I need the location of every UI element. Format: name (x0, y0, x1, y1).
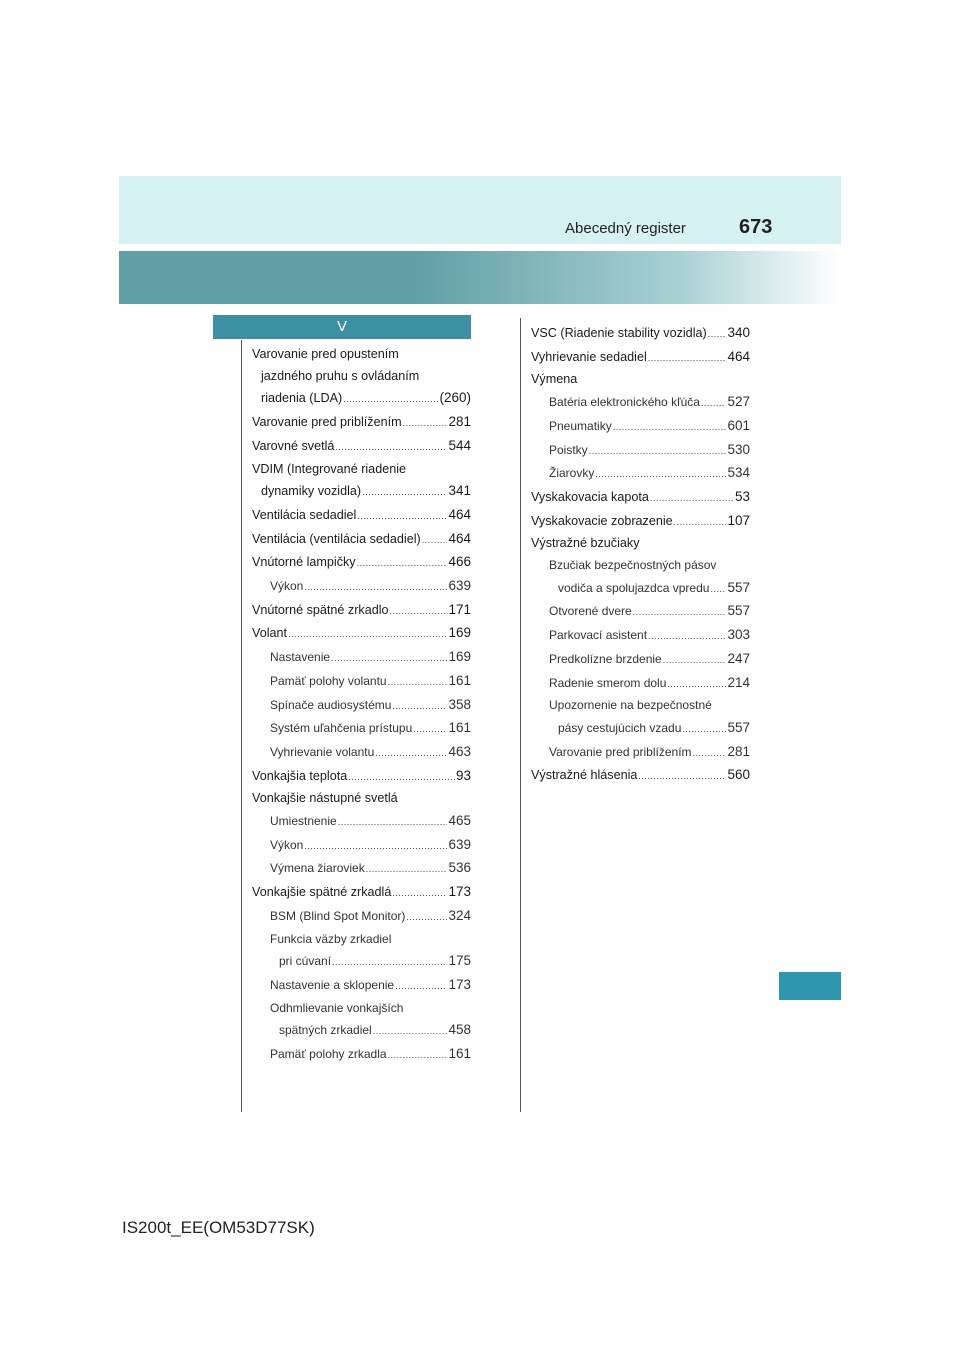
index-entry-term: Vyskakovacia kapota (531, 489, 649, 504)
index-entry-text: Výstražné bzučiaky (531, 536, 640, 551)
leader-dots (373, 1021, 448, 1043)
leader-dots (288, 624, 447, 646)
index-page-ref: 458 (448, 1022, 471, 1038)
index-entry-line (252, 622, 471, 646)
page-number: 673 (739, 216, 773, 238)
leader-dots (638, 766, 726, 788)
index-entry-line (270, 905, 471, 929)
index-entry-line (270, 670, 471, 694)
index-entry-line (549, 391, 750, 415)
index-entry-line (270, 810, 471, 834)
leader-dots (375, 743, 447, 765)
index-entry (252, 788, 471, 810)
index-entry-term: Nastavenie (270, 650, 331, 665)
index-entry-line (270, 575, 471, 599)
leader-dots (388, 1045, 448, 1067)
index-entry (531, 391, 750, 415)
index-entry-term: Vyhrievanie sedadiel (531, 349, 647, 364)
index-page-ref: 107 (727, 512, 750, 528)
index-page-ref: 53 (734, 488, 750, 504)
index-page-ref: 171 (448, 601, 471, 617)
index-entry-line (270, 694, 471, 718)
column-divider-left (241, 340, 242, 1112)
leader-dots (343, 389, 438, 411)
index-entry-line (270, 741, 471, 765)
leader-dots (304, 577, 447, 599)
leader-dots (682, 719, 726, 741)
leader-dots (595, 464, 726, 486)
index-entry-line (549, 741, 750, 765)
index-entry-text: Funkcia väzby zrkadiel (270, 931, 392, 946)
index-page-ref: 340 (727, 325, 750, 340)
leader-dots (633, 602, 727, 624)
leader-dots (663, 650, 727, 672)
index-page-ref: 601 (727, 417, 750, 433)
index-entry-term: Otvorené dvere (549, 604, 632, 619)
leader-dots (392, 883, 447, 905)
index-entry (252, 694, 471, 718)
decorative-gradient-bar (119, 251, 841, 304)
index-page-ref: 161 (448, 1046, 471, 1062)
index-entry (252, 857, 471, 881)
index-page-ref: 464 (448, 506, 471, 522)
index-entry (252, 551, 471, 575)
index-page-ref: 464 (727, 348, 750, 364)
index-entry (531, 486, 750, 510)
leader-dots (362, 482, 447, 504)
index-entry-term: Batéria elektronického kľúča (549, 395, 700, 410)
index-entry-line (531, 486, 750, 510)
index-entry-line (270, 950, 471, 974)
index-page-ref: 530 (727, 441, 750, 457)
index-page-ref: 557 (727, 603, 750, 619)
index-entry-text: Výmena (531, 372, 578, 387)
index-entry-term: spätných zrkadiel (279, 1023, 372, 1038)
index-page-ref: 536 (448, 860, 471, 876)
index-entry-term: Pamäť polohy volantu (270, 673, 387, 688)
index-entry-line (270, 1019, 471, 1043)
index-entry (252, 905, 471, 929)
index-entry-term: Umiestnenie (270, 814, 337, 829)
page-title: Abecedný register (565, 220, 686, 237)
index-entry-line (549, 624, 750, 648)
index-page-ref: (260) (439, 390, 471, 406)
index-page-ref: 214 (727, 674, 750, 690)
index-entry-line (252, 599, 471, 623)
index-column-left (252, 344, 471, 1067)
leader-dots (422, 530, 448, 552)
index-page-ref: 557 (727, 579, 750, 595)
index-page-ref: 173 (448, 976, 471, 992)
index-page-ref: 161 (448, 672, 471, 688)
index-entry (252, 998, 471, 1043)
index-entry-line (549, 439, 750, 463)
index-entry-line (531, 346, 750, 370)
index-entry-line (531, 764, 750, 788)
index-page-ref: 464 (448, 530, 471, 546)
leader-dots (332, 952, 447, 974)
leader-dots (335, 437, 447, 459)
index-entry-term: Poistky (549, 442, 588, 457)
index-entry-line (549, 577, 750, 601)
index-entry-term: Vonkajšia teplota (252, 768, 348, 783)
index-entry-line (531, 322, 750, 346)
leader-dots (701, 393, 727, 415)
index-entry-line (270, 857, 471, 881)
index-entry-term: Radenie smerom dolu (549, 675, 667, 690)
index-entry (531, 695, 750, 740)
index-entry-line (549, 648, 750, 672)
index-entry-line (252, 504, 471, 528)
leader-dots (589, 441, 727, 463)
index-entry (252, 881, 471, 905)
index-entry (252, 810, 471, 834)
index-entry-line (270, 834, 471, 858)
index-entry-line (252, 881, 471, 905)
leader-dots (708, 324, 727, 346)
leader-dots (392, 696, 447, 718)
index-entry-term: Pneumatiky (549, 418, 612, 433)
index-entry-line (549, 462, 750, 486)
index-entry-line (252, 551, 471, 575)
index-entry-line (252, 765, 471, 789)
index-entry-line (252, 435, 471, 459)
index-entry-term: Vyskakovacie zobrazenie (531, 513, 673, 528)
index-entry-line (252, 480, 471, 504)
leader-dots (406, 907, 447, 929)
index-entry-text: Varovanie pred opustením (252, 347, 399, 361)
leader-dots (395, 976, 447, 998)
column-divider-middle (520, 318, 521, 1112)
index-page-ref: 527 (727, 394, 750, 410)
index-page-ref: 465 (448, 813, 471, 829)
section-side-tab (779, 972, 841, 1000)
index-page-ref: 639 (448, 836, 471, 852)
leader-dots (348, 767, 455, 789)
index-entry-line (270, 646, 471, 670)
index-entry-term: Žiarovky (549, 466, 595, 481)
index-entry-text: Odhmlievanie vonkajších (270, 1000, 404, 1015)
index-entry (252, 599, 471, 623)
leader-dots (388, 672, 448, 694)
index-page-ref: 358 (448, 696, 471, 712)
index-page-ref: 466 (448, 554, 471, 570)
index-entry-line (252, 387, 471, 411)
index-entry-term: Varovanie pred priblížením (549, 744, 692, 759)
index-entry (252, 834, 471, 858)
index-entry (252, 344, 471, 411)
index-entry (531, 415, 750, 439)
index-entry-line (549, 600, 750, 624)
index-entry-line (252, 411, 471, 435)
index-entry (252, 717, 471, 741)
index-entry (531, 510, 750, 534)
index-page-ref: 175 (448, 953, 471, 969)
index-entry-term: vodiča a spolujazdca vpredu (558, 580, 710, 595)
leader-dots (366, 859, 448, 881)
leader-dots (693, 743, 727, 765)
index-entry (252, 1043, 471, 1067)
index-entry (531, 672, 750, 696)
index-entry-text: Vonkajšie nástupné svetlá (252, 791, 398, 806)
index-entry-term: dynamiky vozidla) (261, 484, 362, 499)
index-page-ref: 281 (448, 414, 471, 430)
index-entry (531, 322, 750, 346)
leader-dots (674, 512, 727, 534)
index-entry (252, 929, 471, 974)
index-entry-term: Varovné svetlá (252, 438, 335, 453)
index-entry-term: Systém uľahčenia prístupu (270, 721, 413, 736)
index-entry-term: pásy cestujúcich vzadu (558, 720, 682, 735)
index-entry-text: Upozornenie na bezpečnostné (549, 698, 712, 713)
index-entry (252, 670, 471, 694)
index-page-ref: 173 (448, 884, 471, 900)
index-entry (531, 555, 750, 600)
index-entry (252, 435, 471, 459)
index-entry-line (270, 974, 471, 998)
index-entry-term: Spínače audiosystému (270, 697, 392, 712)
index-entry (252, 459, 471, 504)
index-entry-text: Bzučiak bezpečnostných pásov (549, 558, 717, 573)
leader-dots (648, 626, 726, 648)
index-page-ref: 557 (727, 719, 750, 735)
leader-dots (390, 601, 448, 623)
index-entry-line (549, 717, 750, 741)
index-page-ref: 169 (448, 625, 471, 641)
index-entry-line (549, 672, 750, 696)
index-entry (252, 741, 471, 765)
index-entry (252, 765, 471, 789)
leader-dots (403, 413, 448, 435)
index-entry (252, 622, 471, 646)
index-page-ref: 247 (727, 650, 750, 666)
index-entry (252, 646, 471, 670)
index-entry (531, 369, 750, 391)
index-page-ref: 534 (727, 465, 750, 481)
index-entry-term: Výstražné hlásenia (531, 768, 638, 783)
index-entry (252, 974, 471, 998)
index-entry (531, 439, 750, 463)
index-entry-term: Vonkajšie spätné zrkadlá (252, 885, 392, 900)
index-entry-term: Vnútorné lampičky (252, 555, 356, 570)
index-entry (531, 741, 750, 765)
index-entry-term: Výmena žiaroviek (270, 861, 365, 876)
index-entry (252, 528, 471, 552)
leader-dots (357, 506, 447, 528)
index-entry-line (270, 1043, 471, 1067)
index-column-right (531, 322, 750, 788)
index-entry (252, 411, 471, 435)
index-entry-term: Pamäť polohy zrkadla (270, 1047, 387, 1062)
index-entry-term: Predkolízne brzdenie (549, 651, 662, 666)
footer-model-code: IS200t_EE(OM53D77SK) (122, 1218, 315, 1237)
index-entry-term: Ventilácia (ventilácia sedadiel) (252, 531, 421, 546)
index-entry-term: riadenia (LDA) (261, 391, 343, 406)
index-entry (531, 346, 750, 370)
index-entry-line (270, 717, 471, 741)
index-page-ref: 281 (727, 743, 750, 759)
index-entry (531, 600, 750, 624)
index-entry-term: Výkon (270, 837, 304, 852)
index-page-ref: 93 (455, 767, 471, 783)
index-entry-term: Nastavenie a sklopenie (270, 977, 395, 992)
index-entry-term: Vyhrievanie volantu (270, 744, 375, 759)
index-entry-term: pri cúvaní (279, 954, 332, 969)
leader-dots (667, 674, 726, 696)
leader-dots (331, 648, 447, 670)
leader-dots (357, 553, 448, 575)
leader-dots (338, 812, 448, 834)
leader-dots (304, 836, 447, 858)
leader-dots (710, 579, 726, 601)
section-letter-heading: V (213, 315, 471, 339)
index-entry-term: VSC (Riadenie stability vozidla) (531, 326, 707, 340)
index-entry (531, 624, 750, 648)
index-entry (252, 504, 471, 528)
index-entry-term: Výkon (270, 579, 304, 594)
index-entry-text: VDIM (Integrované riadenie (252, 461, 407, 476)
index-page-ref: 169 (448, 649, 471, 665)
index-entry-line (549, 415, 750, 439)
index-page-ref: 303 (727, 627, 750, 643)
index-page-ref: 324 (448, 907, 471, 923)
index-page-ref: 463 (448, 743, 471, 759)
index-entry-term: Parkovací asistent (549, 628, 648, 643)
index-page-ref: 639 (448, 578, 471, 594)
index-page-ref: 544 (448, 437, 471, 453)
index-entry-term: BSM (Blind Spot Monitor) (270, 908, 406, 923)
index-entry (252, 575, 471, 599)
leader-dots (413, 719, 447, 741)
index-page-ref: 161 (448, 720, 471, 736)
index-entry-line (531, 510, 750, 534)
index-page-ref: 341 (448, 483, 471, 499)
index-entry-term: Volant (252, 626, 288, 641)
leader-dots (648, 348, 727, 370)
header-band (119, 176, 841, 244)
index-entry (531, 764, 750, 788)
index-entry-term: Vnútorné spätné zrkadlo (252, 602, 389, 617)
index-entry-text: jazdného pruhu s ovládaním (261, 368, 420, 383)
index-entry-line (252, 528, 471, 552)
index-page-ref: 560 (727, 767, 750, 783)
index-entry (531, 533, 750, 555)
leader-dots (613, 417, 727, 439)
index-entry (531, 648, 750, 672)
index-entry-term: Varovanie pred priblížením (252, 415, 402, 430)
index-entry (531, 462, 750, 486)
index-entry-term: Ventilácia sedadiel (252, 507, 357, 522)
leader-dots (650, 488, 734, 510)
